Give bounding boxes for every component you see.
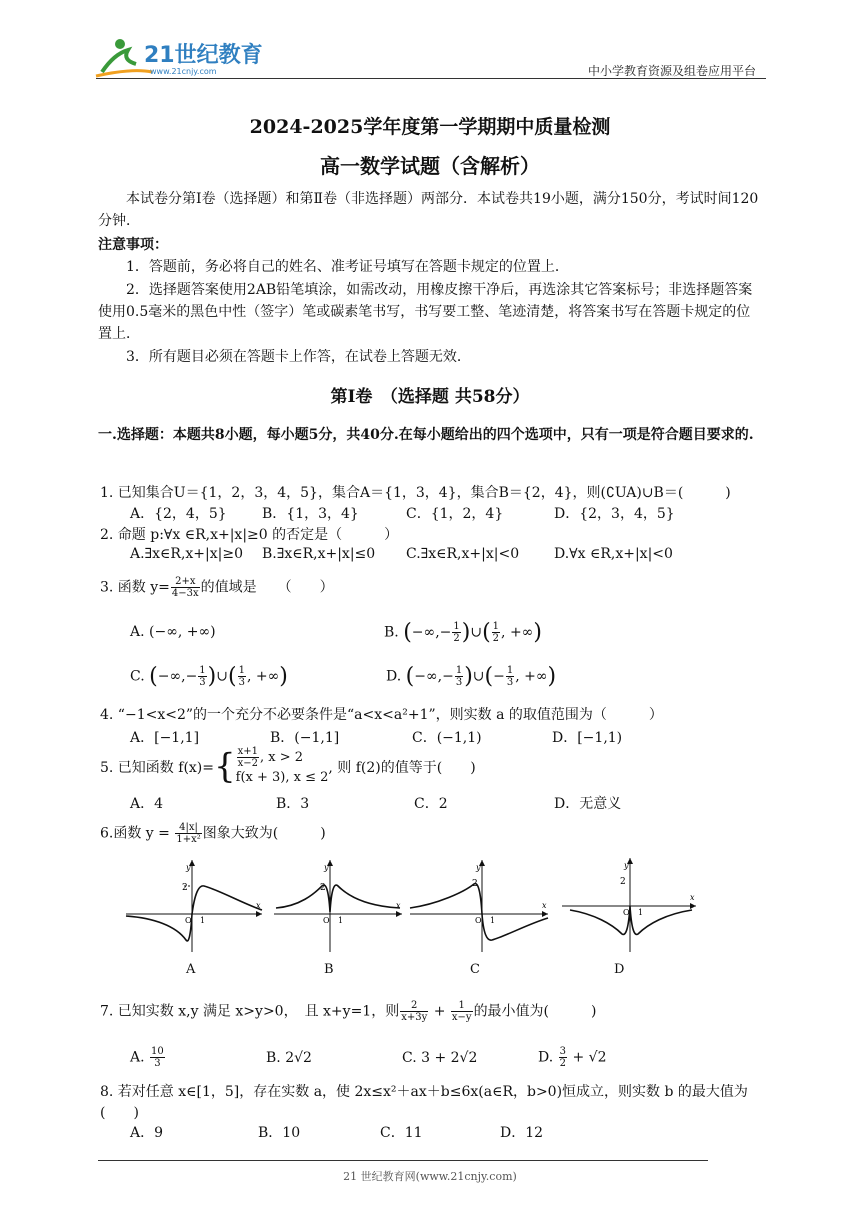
svg-text:O: O <box>185 916 192 925</box>
q5-option-b: B．3 <box>276 796 310 812</box>
q3-option-a: A. (−∞, +∞) <box>130 624 216 640</box>
q6-label-b: B <box>324 962 334 977</box>
svg-text:2: 2 <box>182 883 188 893</box>
q8-option-b: B．10 <box>258 1125 301 1141</box>
q6-graph-b <box>272 856 414 956</box>
q3-option-b: B. (−∞,− $\frac{1}{2}$ )∪( $\frac{1}{2}$ , +∞) <box>384 620 542 645</box>
q2-option-d: D.∀x ∈R,x+|x|<0 <box>554 546 673 562</box>
q6-graph-a <box>124 856 266 956</box>
notice-heading: 注意事项： <box>98 237 168 253</box>
svg-text:2: 2 <box>620 877 626 887</box>
q8-option-a: A．9 <box>130 1125 164 1141</box>
notice-item-3: 3．所有题目必须在答题卡上作答，在试卷上答题无效． <box>126 349 471 365</box>
q1-option-d: D．{2，3，4，5} <box>554 506 675 522</box>
q1-option-a: A．{2，4，5} <box>130 506 227 522</box>
footer-link[interactable]: 21 世纪教育网(www.21cnjy.com) <box>343 1170 517 1183</box>
q2-option-a: A.∃x∈R,x+|x|≥0 <box>130 546 243 562</box>
q7-option-b: B. 2√2 <box>266 1050 312 1066</box>
svg-text:x: x <box>396 901 401 910</box>
svg-text:O: O <box>323 916 330 925</box>
q4-option-d: D．[−1,1) <box>552 730 623 746</box>
svg-text:O: O <box>475 916 482 925</box>
q5-stem: 5. 已知函数 f(x)={ $\frac{x+1}{x-2}$ , x > 2 f(x + 3), x ≤ 2 , 则 f(2)的值等于( ) <box>100 746 476 787</box>
q1-option-c: C．{1，2，4} <box>406 506 504 522</box>
svg-text:1: 1 <box>338 916 344 925</box>
notice-item-1: 1．答题前，务必将自己的姓名、准考证号填写在答题卡规定的位置上． <box>126 259 569 275</box>
q3-fraction: $\frac{2+x}{4-3x}$ <box>171 576 199 599</box>
site-logo <box>92 32 262 80</box>
q6-graph-c <box>408 856 550 956</box>
svg-text:y: y <box>324 863 329 872</box>
q1-option-b: B．{1，3，4} <box>262 506 359 522</box>
q4-option-a: A．[−1,1] <box>130 730 200 746</box>
q4-option-b: B．(−1,1] <box>270 730 340 746</box>
svg-text:y: y <box>186 863 191 872</box>
q5-option-d: D．无意义 <box>554 796 622 812</box>
q5-option-a: A．4 <box>130 796 164 812</box>
q3-stem: 3. 函数 y= $\frac{2+x}{4-3x}$ 的值域是 （ ） <box>100 576 334 599</box>
q6-stem: 6.函数 y = $\frac{4|x|}{\text{1+x²}}$ 图象大致为( ) <box>100 822 326 845</box>
q3-option-c: C. (−∞,− $\frac{1}{3}$ )∪( $\frac{1}{3}$ , +∞) <box>130 664 288 689</box>
q2-option-c: C.∃x∈R,x+|x|<0 <box>406 546 520 562</box>
q3-option-d: D. (−∞,− $\frac{1}{3}$ )∪(− $\frac{1}{3}$ , +∞) <box>386 664 557 689</box>
svg-text:O: O <box>623 908 630 917</box>
section1-heading: 一.选择题：本题共8小题，每小题5分，共40分.在每小题给出的四个选项中，只有一项是符合题目要求的. <box>98 427 754 443</box>
q6-label-a: A <box>186 962 196 977</box>
q4-option-c: C．(−1,1) <box>412 730 482 746</box>
svg-text:2: 2 <box>320 883 326 893</box>
q6-graph-d <box>560 856 702 956</box>
intro-text: 本试卷分第Ⅰ卷（选择题）和第Ⅱ卷（非选择题）两部分．本试卷共19小题，满分150分，考试时间120分钟． <box>98 191 759 229</box>
q7-option-a: A. $\frac{10}{3}$ <box>130 1046 164 1069</box>
q6-label-c: C <box>470 962 480 977</box>
svg-text:1: 1 <box>638 908 644 917</box>
q2-option-b: B.∃x∈R,x+|x|≤0 <box>262 546 376 562</box>
q4-stem: 4. “−1<x<2”的一个充分不必要条件是“a<x<a²+1”，则实数 a 的取值范围为（ ） <box>100 707 663 723</box>
part1-title: 第Ⅰ卷 （选择题 共58分） <box>330 387 530 407</box>
q7-option-d: D. $\frac{3}{2}$ + √2 <box>538 1046 607 1069</box>
header-divider <box>96 78 766 79</box>
q1-stem: 1. 已知集合U＝{1，2，3，4，5}，集合A＝{1，3，4}，集合B＝{2，4}，则(∁UA)∪B＝( ) <box>100 485 731 501</box>
svg-text:x: x <box>690 893 695 902</box>
q2-stem: 2. 命题 p:∀x ∈R,x+|x|≥0 的否定是（ ） <box>100 527 399 543</box>
svg-text:1: 1 <box>490 916 496 925</box>
svg-text:x: x <box>542 901 547 910</box>
q5-option-c: C．2 <box>414 796 448 812</box>
q7-option-c: C. 3 + 2√2 <box>402 1050 478 1066</box>
notice-item-2: 2．选择题答案使用2AB铅笔填涂，如需改动，用橡皮擦干净后，再选涂其它答案标号；非选择题答案使用0.5毫米的黑色中性（签字）笔或碳素笔书写，书写要工整、笔迹清楚，将答案书写在答题卡规定的位置上． <box>98 282 753 342</box>
page-title: 2024-2025学年度第一学期期中质量检测 <box>249 116 611 138</box>
footer-divider <box>98 1160 708 1161</box>
q7-stem: 7. 已知实数 x,y 满足 x>y>0， 且 x+y=1，则 $\frac{2}{x+3y}$ + $\frac{1}{x-y}$ 的最小值为( ) <box>100 1000 597 1023</box>
svg-text:y: y <box>476 863 481 872</box>
svg-text:1: 1 <box>200 916 206 925</box>
q8-option-d: D．12 <box>500 1125 544 1141</box>
q6-label-d: D <box>614 962 625 977</box>
q8-option-c: C．11 <box>380 1125 423 1141</box>
q8-stem: 8. 若对任意 x∈[1，5]，存在实数 a，使 2x≤x²＋ax＋b≤6x(a∈R，b>0)恒成立，则实数 b 的最大值为( ) <box>100 1084 748 1121</box>
platform-name: 中小学教育资源及组卷应用平台 <box>587 64 756 78</box>
logo-url: www.21cnjy.com <box>150 67 217 76</box>
logo-text: 21世纪教育 <box>144 43 262 68</box>
svg-text:x: x <box>256 901 261 910</box>
svg-text:2: 2 <box>472 879 478 889</box>
svg-text:y: y <box>624 861 629 870</box>
page-subtitle: 高一数学试题（含解析） <box>320 154 540 178</box>
